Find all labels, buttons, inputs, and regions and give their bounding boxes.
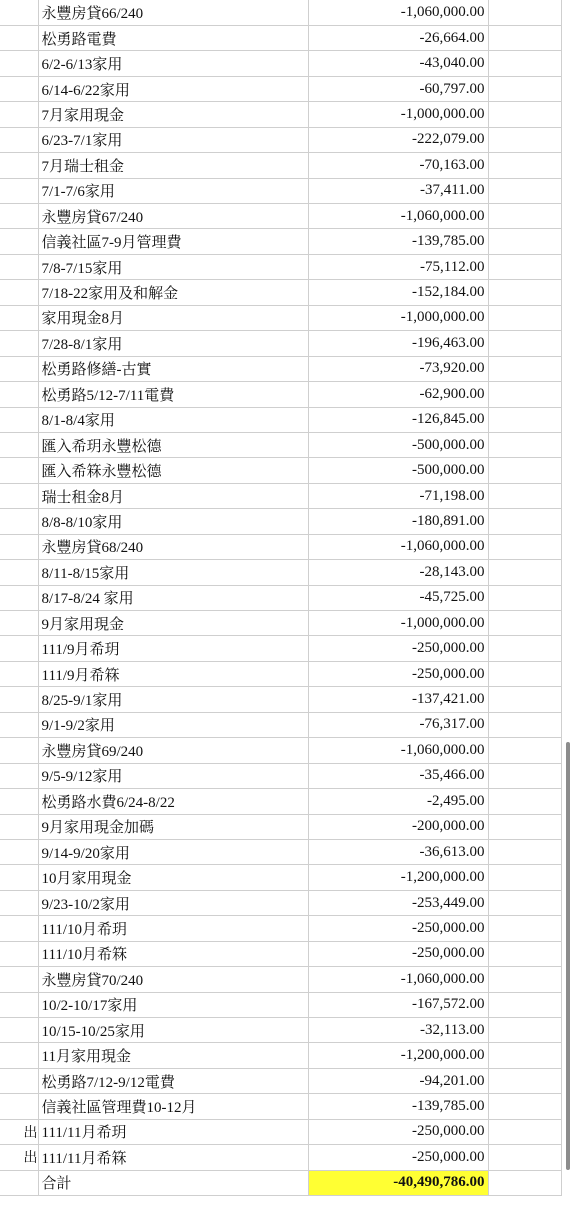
empty-cell[interactable] bbox=[488, 916, 561, 941]
table-row bbox=[0, 102, 561, 127]
amount-cell[interactable]: -250,000.00 bbox=[308, 661, 488, 686]
empty-cell[interactable] bbox=[488, 661, 561, 686]
empty-cell[interactable] bbox=[488, 611, 561, 636]
row-marker-cell[interactable] bbox=[0, 382, 38, 407]
empty-cell[interactable] bbox=[488, 560, 561, 585]
empty-cell[interactable] bbox=[488, 1043, 561, 1068]
empty-cell[interactable] bbox=[488, 738, 561, 763]
row-marker-cell[interactable] bbox=[0, 432, 38, 457]
row-marker-cell[interactable] bbox=[0, 483, 38, 508]
row-marker-cell[interactable] bbox=[0, 687, 38, 712]
row-marker-cell[interactable] bbox=[0, 51, 38, 76]
amount-cell[interactable]: -1,200,000.00 bbox=[308, 865, 488, 890]
row-marker-cell[interactable] bbox=[0, 1068, 38, 1093]
item-description-cell[interactable]: 8/25-9/1家用 bbox=[38, 687, 308, 712]
table-row bbox=[0, 25, 561, 50]
amount-cell[interactable]: -71,198.00 bbox=[308, 483, 488, 508]
row-marker-cell[interactable] bbox=[0, 331, 38, 356]
row-marker-cell[interactable] bbox=[0, 585, 38, 610]
table-row bbox=[0, 789, 561, 814]
empty-cell[interactable] bbox=[488, 382, 561, 407]
empty-cell[interactable] bbox=[488, 331, 561, 356]
table-row bbox=[0, 1119, 561, 1144]
item-description-cell[interactable]: 10月家用現金 bbox=[38, 865, 308, 890]
item-description-cell[interactable]: 匯入希玥永豐松德 bbox=[38, 432, 308, 457]
row-marker-cell[interactable] bbox=[0, 25, 38, 50]
table-row bbox=[0, 992, 561, 1017]
empty-cell[interactable] bbox=[488, 356, 561, 381]
item-description-cell[interactable]: 松勇路7/12-9/12電費 bbox=[38, 1068, 308, 1093]
row-marker-cell[interactable] bbox=[0, 611, 38, 636]
amount-cell[interactable]: -500,000.00 bbox=[308, 432, 488, 457]
table-row bbox=[0, 865, 561, 890]
item-description-cell[interactable]: 松勇路5/12-7/11電費 bbox=[38, 382, 308, 407]
row-marker-cell[interactable] bbox=[0, 534, 38, 559]
empty-cell[interactable] bbox=[488, 127, 561, 152]
table-row bbox=[0, 687, 561, 712]
amount-cell[interactable]: -32,113.00 bbox=[308, 1018, 488, 1043]
table-row bbox=[0, 382, 561, 407]
item-description-cell[interactable]: 信義社區管理費10-12月 bbox=[38, 1094, 308, 1119]
table-row bbox=[0, 585, 561, 610]
amount-cell[interactable]: -137,421.00 bbox=[308, 687, 488, 712]
item-description-cell[interactable]: 6/23-7/1家用 bbox=[38, 127, 308, 152]
item-description-cell[interactable]: 10/15-10/25家用 bbox=[38, 1018, 308, 1043]
table-row bbox=[0, 636, 561, 661]
table-row bbox=[0, 331, 561, 356]
table-row bbox=[0, 712, 561, 737]
empty-cell[interactable] bbox=[488, 1068, 561, 1093]
amount-cell[interactable]: -37,411.00 bbox=[308, 178, 488, 203]
empty-cell[interactable] bbox=[488, 890, 561, 915]
table-row bbox=[0, 305, 561, 330]
row-marker-cell[interactable] bbox=[0, 280, 38, 305]
row-marker-cell[interactable] bbox=[0, 1043, 38, 1068]
amount-cell[interactable]: -222,079.00 bbox=[308, 127, 488, 152]
table-row bbox=[0, 254, 561, 279]
row-marker-cell[interactable] bbox=[0, 0, 38, 25]
empty-cell[interactable] bbox=[488, 534, 561, 559]
empty-cell[interactable] bbox=[488, 76, 561, 101]
row-marker-cell[interactable]: 出 bbox=[0, 1119, 38, 1144]
empty-cell[interactable] bbox=[488, 865, 561, 890]
row-marker-cell[interactable] bbox=[0, 560, 38, 585]
row-marker-cell[interactable] bbox=[0, 992, 38, 1017]
table-row bbox=[0, 1068, 561, 1093]
item-description-cell[interactable]: 8/8-8/10家用 bbox=[38, 509, 308, 534]
empty-cell[interactable] bbox=[488, 967, 561, 992]
row-marker-cell[interactable] bbox=[0, 458, 38, 483]
empty-cell[interactable] bbox=[488, 51, 561, 76]
empty-cell[interactable] bbox=[488, 1119, 561, 1144]
item-description-cell[interactable]: 松勇路電費 bbox=[38, 25, 308, 50]
row-marker-cell[interactable] bbox=[0, 967, 38, 992]
table-row bbox=[0, 483, 561, 508]
table-row bbox=[0, 661, 561, 686]
item-description-cell[interactable]: 永豐房貸68/240 bbox=[38, 534, 308, 559]
amount-cell[interactable]: -200,000.00 bbox=[308, 814, 488, 839]
amount-cell[interactable]: -60,797.00 bbox=[308, 76, 488, 101]
item-description-cell[interactable]: 9月家用現金 bbox=[38, 611, 308, 636]
total-row bbox=[0, 1170, 561, 1195]
row-marker-cell[interactable] bbox=[0, 636, 38, 661]
row-marker-cell[interactable] bbox=[0, 916, 38, 941]
table-row bbox=[0, 916, 561, 941]
table-row bbox=[0, 509, 561, 534]
amount-cell[interactable]: -70,163.00 bbox=[308, 153, 488, 178]
row-marker-cell[interactable] bbox=[0, 941, 38, 966]
row-marker-cell[interactable] bbox=[0, 865, 38, 890]
item-description-cell[interactable]: 松勇路水費6/24-8/22 bbox=[38, 789, 308, 814]
empty-cell[interactable] bbox=[488, 763, 561, 788]
row-marker-cell[interactable] bbox=[0, 102, 38, 127]
item-description-cell[interactable]: 7/28-8/1家用 bbox=[38, 331, 308, 356]
row-marker-cell[interactable] bbox=[0, 254, 38, 279]
item-description-cell[interactable]: 永豐房貸66/240 bbox=[38, 0, 308, 25]
empty-cell[interactable] bbox=[488, 25, 561, 50]
item-description-cell[interactable]: 8/11-8/15家用 bbox=[38, 560, 308, 585]
item-description-cell[interactable]: 匯入希箖永豐松德 bbox=[38, 458, 308, 483]
amount-cell[interactable]: -139,785.00 bbox=[308, 1094, 488, 1119]
item-description-cell[interactable]: 111/9月希玥 bbox=[38, 636, 308, 661]
amount-cell[interactable]: -139,785.00 bbox=[308, 229, 488, 254]
amount-cell[interactable]: -1,000,000.00 bbox=[308, 305, 488, 330]
item-description-cell[interactable]: 111/9月希箖 bbox=[38, 661, 308, 686]
amount-cell[interactable]: -1,000,000.00 bbox=[308, 611, 488, 636]
row-marker-cell[interactable] bbox=[0, 407, 38, 432]
empty-cell[interactable] bbox=[488, 839, 561, 864]
empty-cell[interactable] bbox=[488, 0, 561, 25]
item-description-cell[interactable]: 9/5-9/12家用 bbox=[38, 763, 308, 788]
empty-cell[interactable] bbox=[488, 1145, 561, 1170]
empty-cell[interactable] bbox=[488, 992, 561, 1017]
row-marker-cell[interactable] bbox=[0, 1170, 38, 1195]
amount-cell[interactable]: -1,060,000.00 bbox=[308, 738, 488, 763]
amount-cell[interactable]: -62,900.00 bbox=[308, 382, 488, 407]
item-description-cell[interactable]: 11月家用現金 bbox=[38, 1043, 308, 1068]
empty-cell[interactable] bbox=[488, 458, 561, 483]
row-marker-cell[interactable] bbox=[0, 153, 38, 178]
item-description-cell[interactable]: 永豐房貸69/240 bbox=[38, 738, 308, 763]
amount-cell[interactable]: -26,664.00 bbox=[308, 25, 488, 50]
row-marker-cell[interactable] bbox=[0, 178, 38, 203]
table-row bbox=[0, 941, 561, 966]
item-description-cell[interactable]: 7/18-22家用及和解金 bbox=[38, 280, 308, 305]
amount-cell[interactable]: -180,891.00 bbox=[308, 509, 488, 534]
table-row bbox=[0, 890, 561, 915]
empty-cell[interactable] bbox=[488, 814, 561, 839]
amount-cell[interactable]: -196,463.00 bbox=[308, 331, 488, 356]
table-row bbox=[0, 534, 561, 559]
empty-cell[interactable] bbox=[488, 941, 561, 966]
amount-cell[interactable]: -250,000.00 bbox=[308, 941, 488, 966]
amount-cell[interactable]: -167,572.00 bbox=[308, 992, 488, 1017]
amount-cell[interactable]: -43,040.00 bbox=[308, 51, 488, 76]
item-description-cell[interactable]: 10/2-10/17家用 bbox=[38, 992, 308, 1017]
item-description-cell[interactable]: 9/23-10/2家用 bbox=[38, 890, 308, 915]
row-marker-cell[interactable] bbox=[0, 839, 38, 864]
item-description-cell[interactable]: 8/1-8/4家用 bbox=[38, 407, 308, 432]
row-marker-cell[interactable] bbox=[0, 738, 38, 763]
amount-cell[interactable]: -36,613.00 bbox=[308, 839, 488, 864]
table-row bbox=[0, 178, 561, 203]
amount-cell[interactable]: -28,143.00 bbox=[308, 560, 488, 585]
item-description-cell[interactable]: 信義社區7-9月管理費 bbox=[38, 229, 308, 254]
item-description-cell[interactable]: 7/1-7/6家用 bbox=[38, 178, 308, 203]
empty-cell[interactable] bbox=[488, 687, 561, 712]
table-row bbox=[0, 204, 561, 229]
table-row bbox=[0, 229, 561, 254]
amount-cell[interactable]: -253,449.00 bbox=[308, 890, 488, 915]
row-marker-cell[interactable] bbox=[0, 509, 38, 534]
amount-cell[interactable]: -75,112.00 bbox=[308, 254, 488, 279]
table-row bbox=[0, 814, 561, 839]
amount-cell[interactable]: -500,000.00 bbox=[308, 458, 488, 483]
table-row bbox=[0, 356, 561, 381]
table-row bbox=[0, 153, 561, 178]
empty-cell[interactable] bbox=[488, 280, 561, 305]
table-row bbox=[0, 1043, 561, 1068]
amount-cell[interactable]: -1,060,000.00 bbox=[308, 967, 488, 992]
amount-cell[interactable]: -250,000.00 bbox=[308, 1119, 488, 1144]
amount-cell[interactable]: -152,184.00 bbox=[308, 280, 488, 305]
table-row bbox=[0, 967, 561, 992]
amount-cell[interactable]: -126,845.00 bbox=[308, 407, 488, 432]
item-description-cell[interactable]: 9月家用現金加碼 bbox=[38, 814, 308, 839]
item-description-cell[interactable]: 111/11月希玥 bbox=[38, 1119, 308, 1144]
table-row bbox=[0, 458, 561, 483]
row-marker-cell[interactable] bbox=[0, 763, 38, 788]
item-description-cell[interactable]: 家用現金8月 bbox=[38, 305, 308, 330]
empty-cell[interactable] bbox=[488, 483, 561, 508]
total-label-cell[interactable]: 合計 bbox=[38, 1170, 308, 1195]
row-marker-cell[interactable] bbox=[0, 356, 38, 381]
amount-cell[interactable]: -1,060,000.00 bbox=[308, 0, 488, 25]
table-row bbox=[0, 432, 561, 457]
amount-cell[interactable]: -1,060,000.00 bbox=[308, 204, 488, 229]
table-row bbox=[0, 127, 561, 152]
row-marker-cell[interactable] bbox=[0, 229, 38, 254]
table-row bbox=[0, 763, 561, 788]
row-marker-cell[interactable] bbox=[0, 814, 38, 839]
row-marker-cell[interactable] bbox=[0, 712, 38, 737]
row-marker-cell[interactable] bbox=[0, 76, 38, 101]
table-row bbox=[0, 407, 561, 432]
item-description-cell[interactable]: 永豐房貸70/240 bbox=[38, 967, 308, 992]
table-row bbox=[0, 280, 561, 305]
item-description-cell[interactable]: 111/10月希玥 bbox=[38, 916, 308, 941]
total-amount-cell[interactable]: -40,490,786.00 bbox=[308, 1170, 488, 1195]
table-row bbox=[0, 1094, 561, 1119]
item-description-cell[interactable]: 松勇路修繕-古實 bbox=[38, 356, 308, 381]
item-description-cell[interactable]: 7月家用現金 bbox=[38, 102, 308, 127]
amount-cell[interactable]: -76,317.00 bbox=[308, 712, 488, 737]
item-description-cell[interactable]: 7/8-7/15家用 bbox=[38, 254, 308, 279]
amount-cell[interactable]: -73,920.00 bbox=[308, 356, 488, 381]
empty-cell[interactable] bbox=[488, 1018, 561, 1043]
item-description-cell[interactable]: 7月瑞士租金 bbox=[38, 153, 308, 178]
empty-cell[interactable] bbox=[488, 1170, 561, 1195]
table-row bbox=[0, 839, 561, 864]
empty-cell[interactable] bbox=[488, 204, 561, 229]
empty-cell[interactable] bbox=[488, 432, 561, 457]
row-marker-cell[interactable] bbox=[0, 204, 38, 229]
empty-cell[interactable] bbox=[488, 585, 561, 610]
empty-cell[interactable] bbox=[488, 509, 561, 534]
amount-cell[interactable]: -35,466.00 bbox=[308, 763, 488, 788]
amount-cell[interactable]: -1,000,000.00 bbox=[308, 102, 488, 127]
empty-cell[interactable] bbox=[488, 636, 561, 661]
amount-cell[interactable]: -1,060,000.00 bbox=[308, 534, 488, 559]
item-description-cell[interactable]: 6/2-6/13家用 bbox=[38, 51, 308, 76]
empty-cell[interactable] bbox=[488, 789, 561, 814]
item-description-cell[interactable]: 9/14-9/20家用 bbox=[38, 839, 308, 864]
amount-cell[interactable]: -94,201.00 bbox=[308, 1068, 488, 1093]
amount-cell[interactable]: -250,000.00 bbox=[308, 636, 488, 661]
empty-cell[interactable] bbox=[488, 178, 561, 203]
table-row bbox=[0, 1018, 561, 1043]
row-marker-cell[interactable] bbox=[0, 789, 38, 814]
item-description-cell[interactable]: 永豐房貸67/240 bbox=[38, 204, 308, 229]
item-description-cell[interactable]: 瑞士租金8月 bbox=[38, 483, 308, 508]
item-description-cell[interactable]: 111/11月希箖 bbox=[38, 1145, 308, 1170]
row-marker-cell[interactable] bbox=[0, 305, 38, 330]
amount-cell[interactable]: -250,000.00 bbox=[308, 916, 488, 941]
row-marker-cell[interactable] bbox=[0, 1018, 38, 1043]
row-marker-cell[interactable] bbox=[0, 890, 38, 915]
table-row bbox=[0, 560, 561, 585]
table-row bbox=[0, 611, 561, 636]
table-row bbox=[0, 76, 561, 101]
row-marker-cell[interactable] bbox=[0, 127, 38, 152]
empty-cell[interactable] bbox=[488, 254, 561, 279]
vertical-scrollbar[interactable] bbox=[566, 742, 570, 1170]
row-marker-cell[interactable] bbox=[0, 1094, 38, 1119]
row-marker-cell[interactable]: 出 bbox=[0, 1145, 38, 1170]
amount-cell[interactable]: -45,725.00 bbox=[308, 585, 488, 610]
empty-cell[interactable] bbox=[488, 229, 561, 254]
empty-cell[interactable] bbox=[488, 407, 561, 432]
amount-cell[interactable]: -1,200,000.00 bbox=[308, 1043, 488, 1068]
table-row bbox=[0, 1145, 561, 1170]
row-marker-cell[interactable] bbox=[0, 661, 38, 686]
item-description-cell[interactable]: 8/17-8/24 家用 bbox=[38, 585, 308, 610]
item-description-cell[interactable]: 6/14-6/22家用 bbox=[38, 76, 308, 101]
item-description-cell[interactable]: 111/10月希箖 bbox=[38, 941, 308, 966]
table-row bbox=[0, 0, 561, 25]
table-row bbox=[0, 738, 561, 763]
empty-cell[interactable] bbox=[488, 102, 561, 127]
table-row bbox=[0, 51, 561, 76]
item-description-cell[interactable]: 9/1-9/2家用 bbox=[38, 712, 308, 737]
empty-cell[interactable] bbox=[488, 305, 561, 330]
amount-cell[interactable]: -250,000.00 bbox=[308, 1145, 488, 1170]
empty-cell[interactable] bbox=[488, 153, 561, 178]
amount-cell[interactable]: -2,495.00 bbox=[308, 789, 488, 814]
empty-cell[interactable] bbox=[488, 712, 561, 737]
empty-cell[interactable] bbox=[488, 1094, 561, 1119]
